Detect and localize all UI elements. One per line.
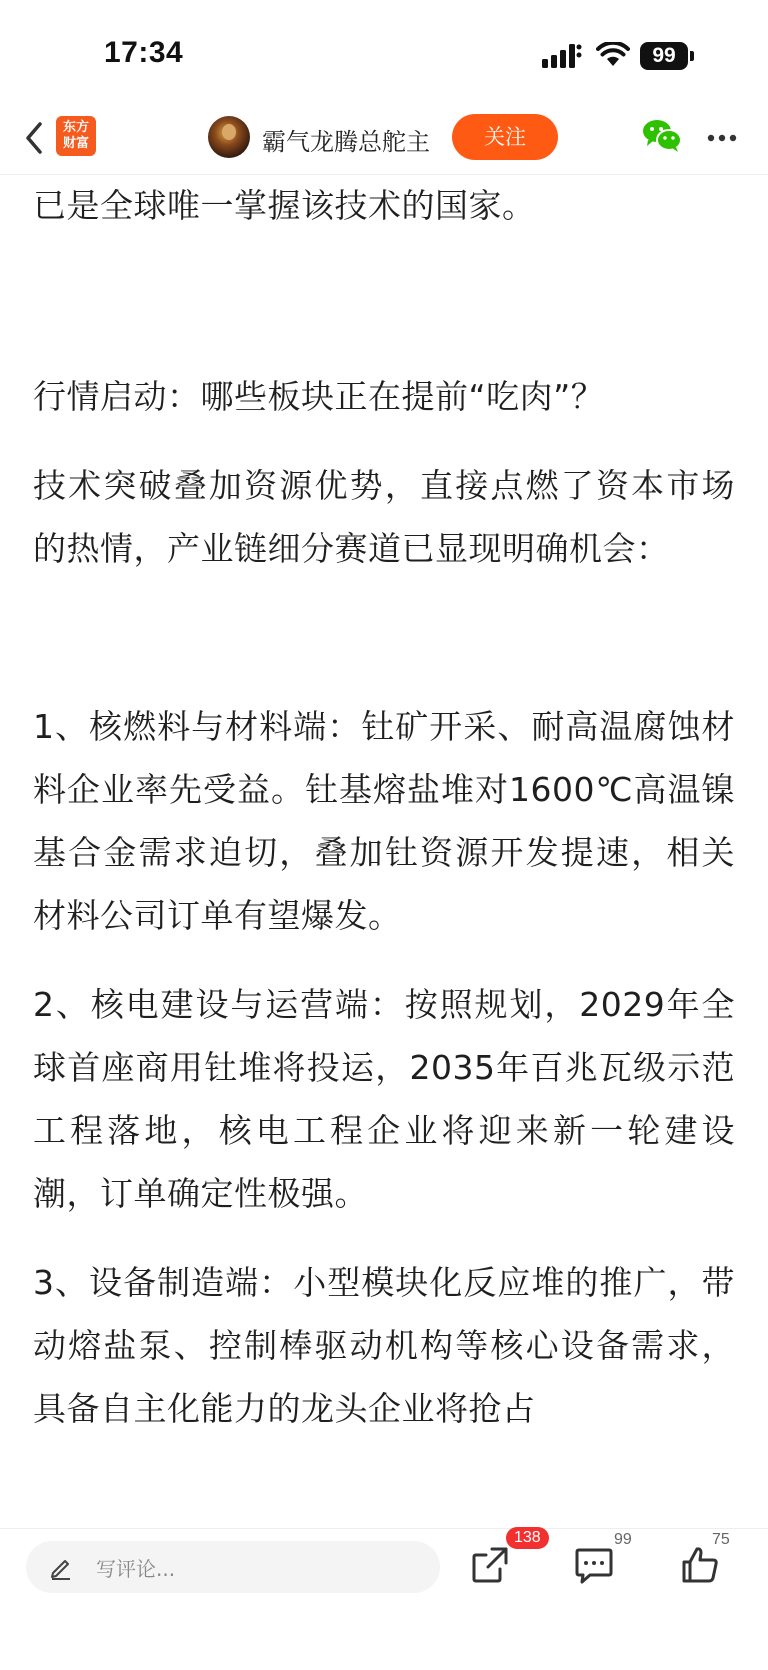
- article-header: [0, 104, 768, 175]
- app-logo-line2: 财富: [62, 136, 89, 151]
- like-count: 75: [712, 1531, 730, 1548]
- back-arrow-icon[interactable]: [20, 118, 50, 158]
- comment-count: 99: [614, 1531, 632, 1548]
- battery-level: 99: [640, 42, 688, 70]
- share-icon[interactable]: [470, 1545, 510, 1585]
- comment-icon[interactable]: [574, 1547, 614, 1585]
- battery-tip: [690, 51, 694, 61]
- article-paragraph-intro: 已是全球唯一掌握该技术的国家。: [33, 186, 536, 225]
- article-paragraph: 技术突破叠加资源优势，直接点燃了资本市场的热情，产业链细分赛道已显现明确机会：: [33, 466, 735, 568]
- battery-indicator: [640, 42, 694, 70]
- article-list-item-2: 2、核电建设与运营端：按照规划，2029年全球首座商用钍堆将投运，2035年百兆瓦级示范工程落地，核电工程企业将迎来新一轮建设潮，订单确定性极强。: [33, 985, 735, 1213]
- pen-icon: [48, 1554, 74, 1580]
- wifi-icon: [596, 42, 630, 68]
- thumbs-up-icon[interactable]: [680, 1545, 720, 1585]
- status-time: 17:34: [104, 36, 184, 69]
- share-count-badge: 138: [506, 1527, 549, 1549]
- app-logo[interactable]: [56, 116, 96, 156]
- app-logo-line1: 东方: [62, 120, 89, 135]
- cellular-signal-icon: [542, 44, 582, 68]
- wechat-share-icon[interactable]: [642, 118, 682, 154]
- comment-placeholder: 写评论...: [96, 1557, 176, 1581]
- author-avatar[interactable]: [208, 116, 250, 158]
- status-bar: [0, 0, 768, 104]
- follow-button[interactable]: 关注: [452, 114, 558, 160]
- article-list-item-1: 1、核燃料与材料端：钍矿开采、耐高温腐蚀材料企业率先受益。钍基熔盐堆对1600℃高温镍基合金需求迫切，叠加钍资源开发提速，相关材料公司订单有望爆发。: [33, 707, 735, 935]
- author-name[interactable]: 霸气龙腾总舵主: [262, 128, 430, 156]
- article-list-item-3: 3、设备制造端：小型模块化反应堆的推广，带动熔盐泵、控制棒驱动机构等核心设备需求，具备自主化能力的龙头企业将抢占: [33, 1263, 735, 1428]
- comment-input[interactable]: [26, 1541, 440, 1593]
- bottom-action-bar: [0, 1528, 768, 1670]
- more-options-icon[interactable]: [707, 134, 737, 142]
- article-body: [33, 174, 735, 1440]
- article-section-heading: 行情启动：哪些板块正在提前“吃肉”？: [33, 377, 605, 416]
